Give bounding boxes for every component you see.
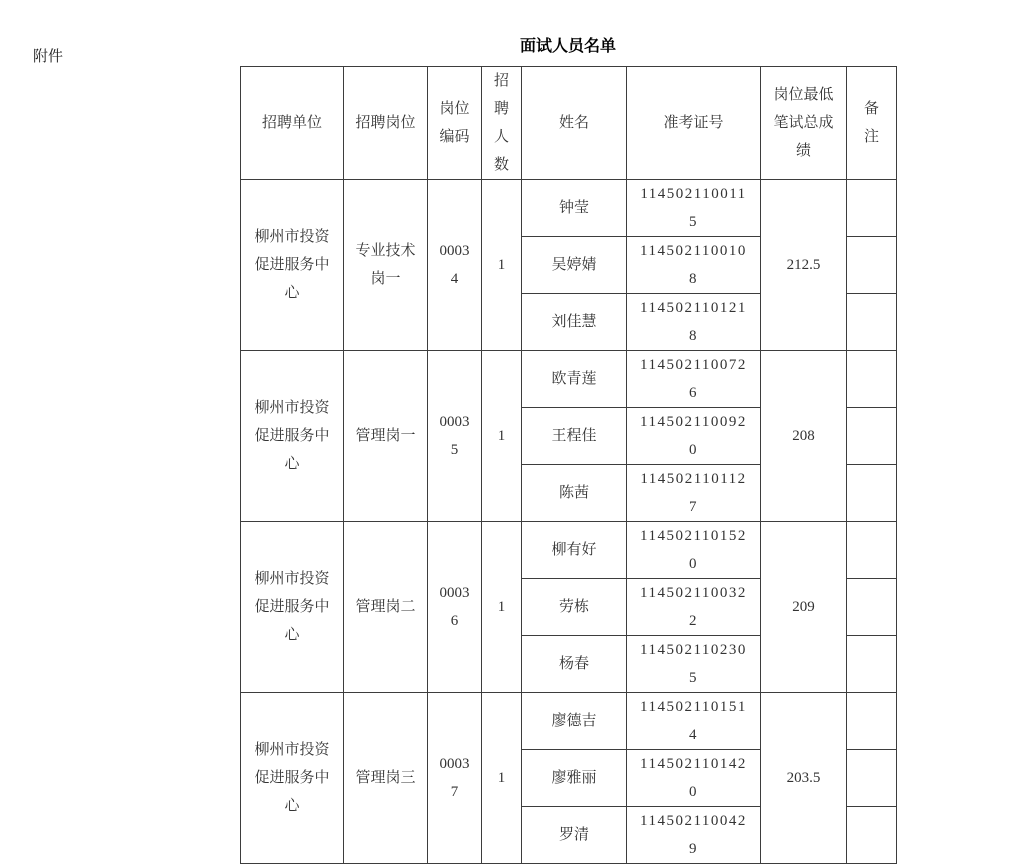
remark-cell [847,465,897,522]
min-score-cell: 209 [761,522,847,693]
remark-cell [847,636,897,693]
min-score-cell: 212.5 [761,180,847,351]
header-cell-position: 招聘岗位 [344,67,428,180]
candidate-name-cell: 吴婷婧 [522,237,627,294]
header-cell-recruit-count: 招聘人数 [482,67,522,180]
candidate-name-cell: 柳有好 [522,522,627,579]
remark-cell [847,522,897,579]
header-cell-ticket-no: 准考证号 [627,67,761,180]
page-title: 面试人员名单 [519,38,616,55]
attachment-label: 附件 [33,49,64,65]
remark-cell [847,579,897,636]
table-row [241,693,897,750]
position-code-cell: 00037 [428,693,482,864]
min-score-cell: 208 [761,351,847,522]
remark-cell [847,351,897,408]
table-row [241,522,897,579]
ticket-no-cell: 1145021100726 [627,351,761,408]
table-header-row [241,67,897,180]
remark-cell [847,693,897,750]
header-cell-position-code: 岗位编码 [428,67,482,180]
position-cell: 专业技术岗一 [344,180,428,351]
candidate-name-cell: 罗清 [522,807,627,864]
recruit-count-cell: 1 [482,522,522,693]
min-score-cell: 203.5 [761,693,847,864]
unit-cell: 柳州市投资促进服务中心 [241,351,344,522]
interview-roster-table [240,66,897,864]
candidate-name-cell: 杨春 [522,636,627,693]
header-cell-remark: 备注 [847,67,897,180]
candidate-name-cell: 王程佳 [522,408,627,465]
ticket-no-cell: 1145021101514 [627,693,761,750]
ticket-no-cell: 1145021101520 [627,522,761,579]
ticket-no-cell: 1145021100108 [627,237,761,294]
unit-cell: 柳州市投资促进服务中心 [241,180,344,351]
candidate-name-cell: 廖雅丽 [522,750,627,807]
recruit-count-cell: 1 [482,180,522,351]
position-code-cell: 00035 [428,351,482,522]
position-code-cell: 00034 [428,180,482,351]
table-row [241,351,897,408]
ticket-no-cell: 1145021100115 [627,180,761,237]
candidate-name-cell: 钟莹 [522,180,627,237]
remark-cell [847,294,897,351]
header-cell-name: 姓名 [522,67,627,180]
header-cell-min-score: 岗位最低笔试总成绩 [761,67,847,180]
candidate-name-cell: 欧青莲 [522,351,627,408]
candidate-name-cell: 陈茜 [522,465,627,522]
candidate-name-cell: 刘佳慧 [522,294,627,351]
remark-cell [847,750,897,807]
ticket-no-cell: 1145021101127 [627,465,761,522]
remark-cell [847,180,897,237]
unit-cell: 柳州市投资促进服务中心 [241,693,344,864]
position-cell: 管理岗一 [344,351,428,522]
ticket-no-cell: 1145021102305 [627,636,761,693]
ticket-no-cell: 1145021101420 [627,750,761,807]
unit-cell: 柳州市投资促进服务中心 [241,522,344,693]
ticket-no-cell: 1145021100429 [627,807,761,864]
header-cell-unit: 招聘单位 [241,67,344,180]
ticket-no-cell: 1145021100920 [627,408,761,465]
remark-cell [847,408,897,465]
candidate-name-cell: 劳栋 [522,579,627,636]
position-cell: 管理岗二 [344,522,428,693]
position-cell: 管理岗三 [344,693,428,864]
position-code-cell: 00036 [428,522,482,693]
candidate-name-cell: 廖德吉 [522,693,627,750]
ticket-no-cell: 1145021100322 [627,579,761,636]
ticket-no-cell: 1145021101218 [627,294,761,351]
recruit-count-cell: 1 [482,693,522,864]
remark-cell [847,237,897,294]
table-row [241,180,897,237]
remark-cell [847,807,897,864]
recruit-count-cell: 1 [482,351,522,522]
